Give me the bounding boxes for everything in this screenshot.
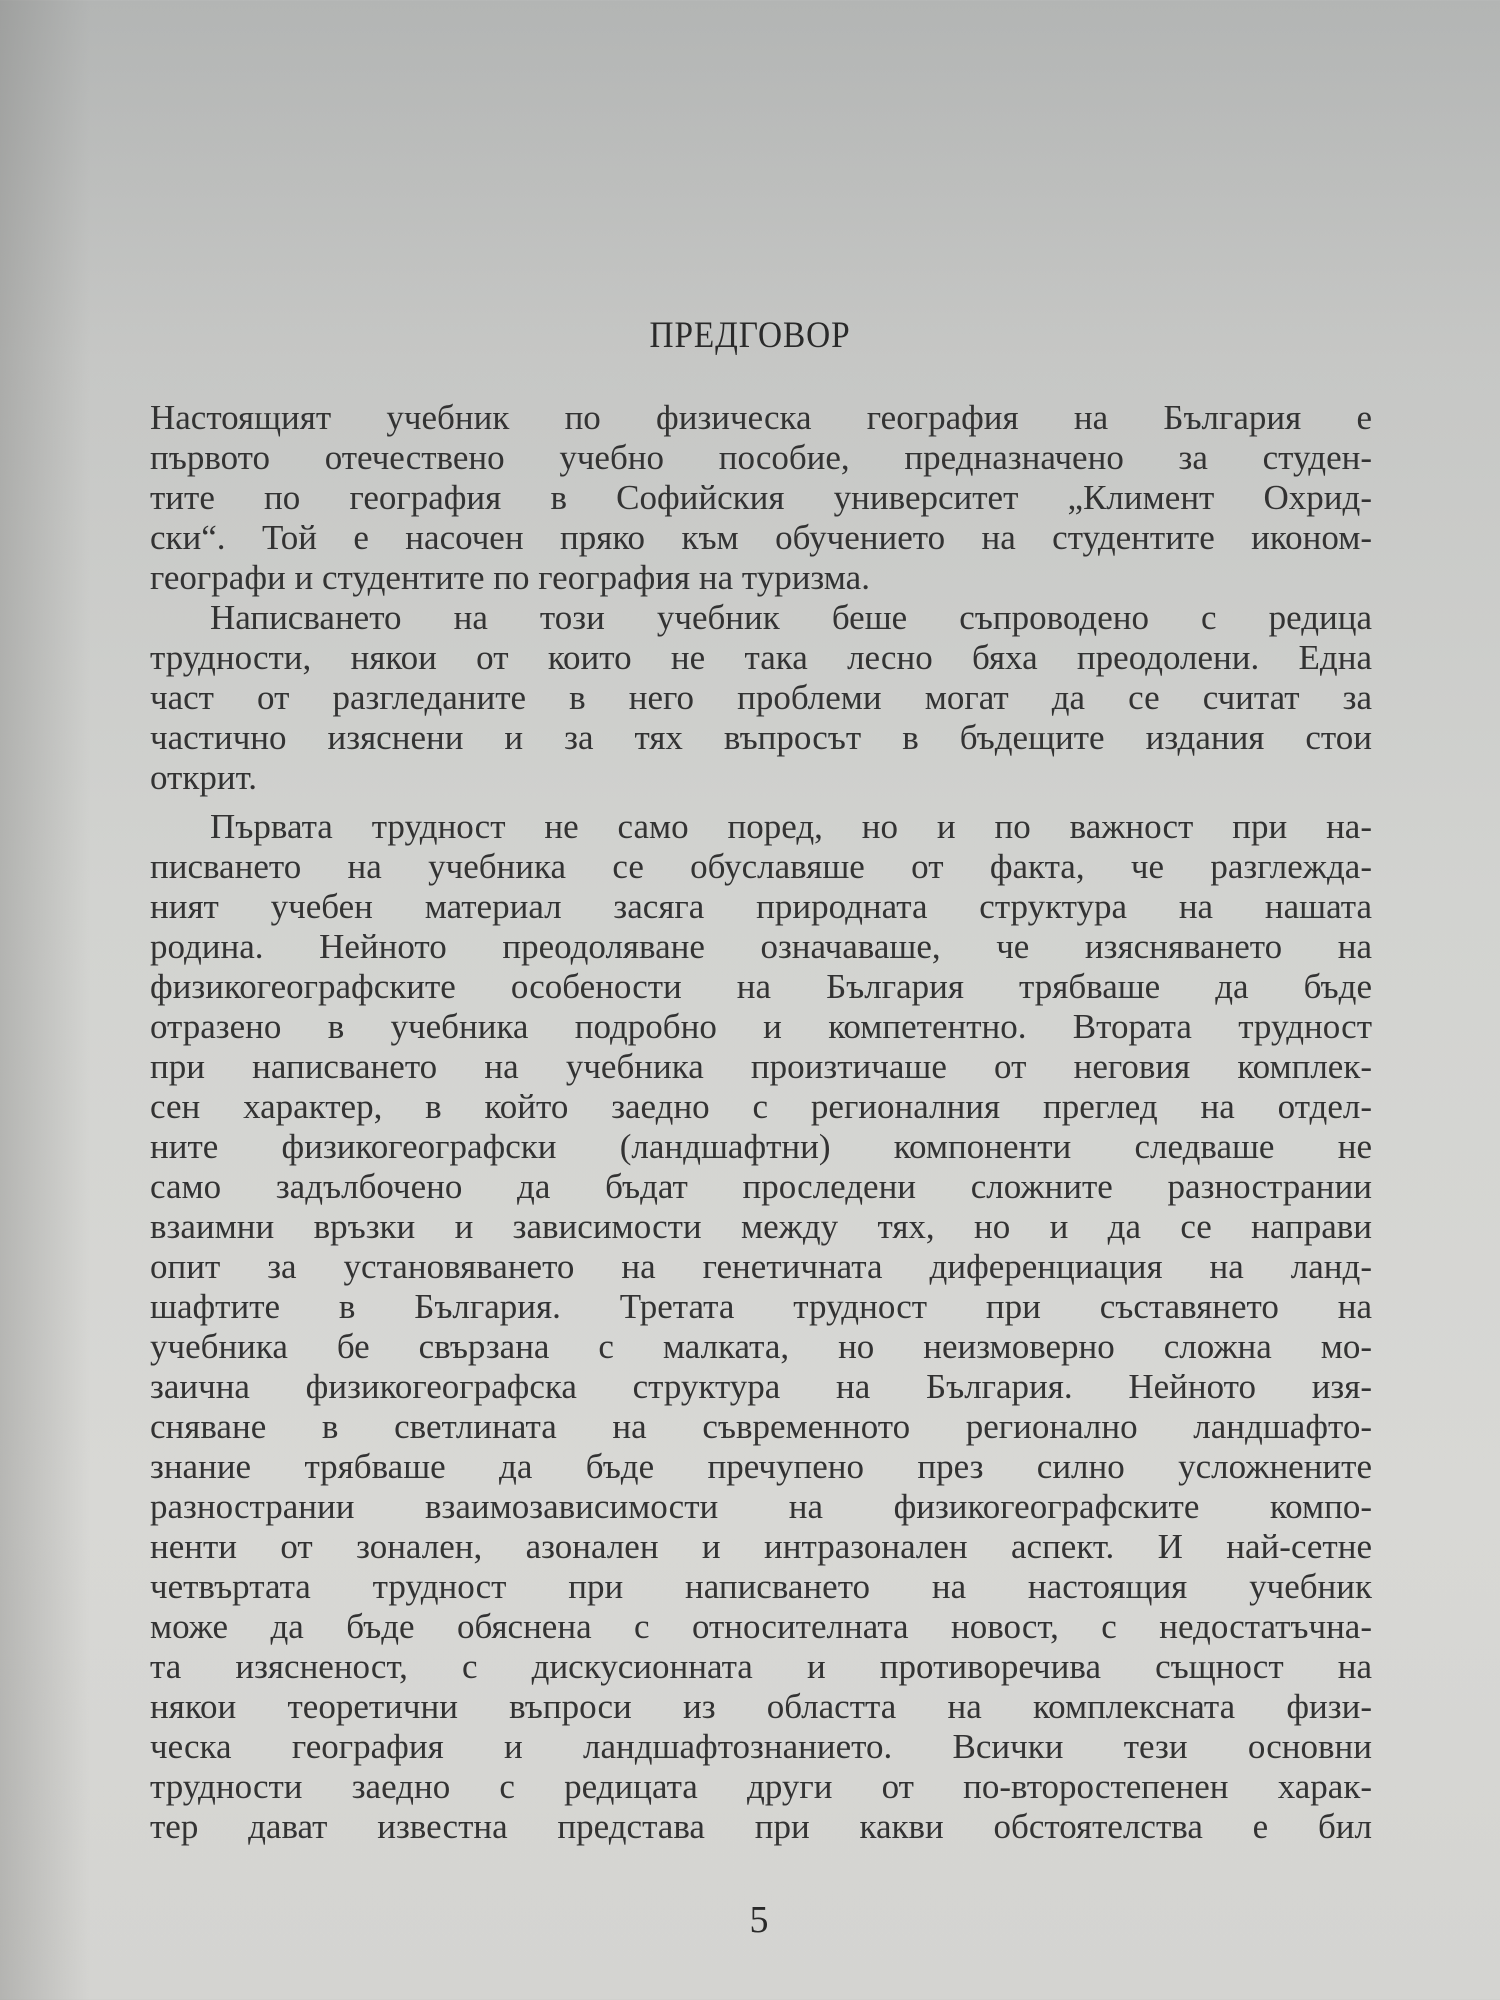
text-line: може да бъде обяснена с относителната новост, с недостатъчна-	[150, 1607, 1372, 1646]
paragraph	[150, 398, 1372, 598]
text-line: заична физикогеографска структура на България. Нейното изя-	[150, 1367, 1372, 1406]
text-line: сняване в светлината на съвременното регионално ландшафто-	[150, 1407, 1372, 1446]
text-line: ният учебен материал засяга природната структура на нашата	[150, 887, 1372, 926]
text-line: Първата трудност не само поред, но и по важност при на-	[210, 807, 1372, 846]
text-line: при написването на учебника произтичаше от неговия комплек-	[150, 1047, 1372, 1086]
text-line: родина. Нейното преодоляване означаваше, че изясняването на	[150, 927, 1372, 966]
page-title: ПРЕДГОВОР	[649, 315, 851, 356]
text-line: тите по география в Софийския университет „Климент Охрид-	[150, 478, 1372, 517]
body-text	[150, 398, 1372, 1847]
text-line: учебника бе свързана с малката, но неизмоверно сложна мо-	[150, 1327, 1372, 1366]
text-line: само задълбочено да бъдат проследени сложните разнострании	[150, 1167, 1372, 1206]
text-line: тер дават известна представа при какви обстоятелства е бил	[150, 1807, 1372, 1846]
text-line: географи и студентите по география на туризма.	[150, 558, 870, 597]
page-number: 5	[749, 1899, 769, 1941]
text-line: опит за установяването на генетичната диференциация на ланд-	[150, 1247, 1372, 1286]
text-line: ненти от зонален, азонален и интразонален аспект. И най-сетне	[150, 1527, 1372, 1566]
text-line: първото отечествено учебно пособие, предназначено за студен-	[150, 438, 1372, 477]
paragraph	[150, 598, 1372, 798]
text-line: трудности заедно с редицата други от по-второстепенен харак-	[150, 1767, 1372, 1806]
page-edge-shadow	[0, 0, 90, 2000]
text-line: някои теоретични въпроси из областта на комплексната физи-	[150, 1687, 1372, 1726]
text-line: ческа география и ландшафтознанието. Всички тези основни	[150, 1727, 1372, 1766]
text-line: Настоящият учебник по физическа география на България е	[150, 398, 1372, 437]
text-line: физикогеографските особености на България трябваше да бъде	[150, 967, 1372, 1006]
text-line: трудности, някои от които не така лесно бяха преодолени. Една	[150, 638, 1372, 677]
text-line: открит.	[150, 758, 257, 797]
text-line: частично изяснени и за тях въпросът в бъдещите издания стои	[150, 718, 1372, 757]
text-line: писването на учебника се обуславяше от факта, че разглежда-	[150, 847, 1372, 886]
text-line: четвъртата трудност при написването на настоящия учебник	[150, 1567, 1372, 1606]
text-line: част от разгледаните в него проблеми могат да се считат за	[150, 678, 1372, 717]
text-line: шафтите в България. Третата трудност при съставянето на	[150, 1287, 1372, 1326]
text-line: разнострании взаимозависимости на физикогеографските компо-	[150, 1487, 1372, 1526]
paragraph	[150, 807, 1372, 1847]
text-line: ски“. Той е насочен пряко към обучението на студентите иконом-	[150, 518, 1372, 557]
text-line: Написването на този учебник беше съпроводено с редица	[210, 598, 1372, 637]
text-line: та изясненост, с дискусионната и противоречива същност на	[150, 1647, 1372, 1686]
text-line: сен характер, в който заедно с регионалния преглед на отдел-	[150, 1087, 1372, 1126]
text-line: отразено в учебника подробно и компетентно. Втората трудност	[150, 1007, 1372, 1046]
text-line: ните физикогеографски (ландшафтни) компоненти следваше не	[150, 1127, 1372, 1166]
text-line: знание трябваше да бъде пречупено през силно усложнените	[150, 1447, 1372, 1486]
text-line: взаимни връзки и зависимости между тях, но и да се направи	[150, 1207, 1372, 1246]
